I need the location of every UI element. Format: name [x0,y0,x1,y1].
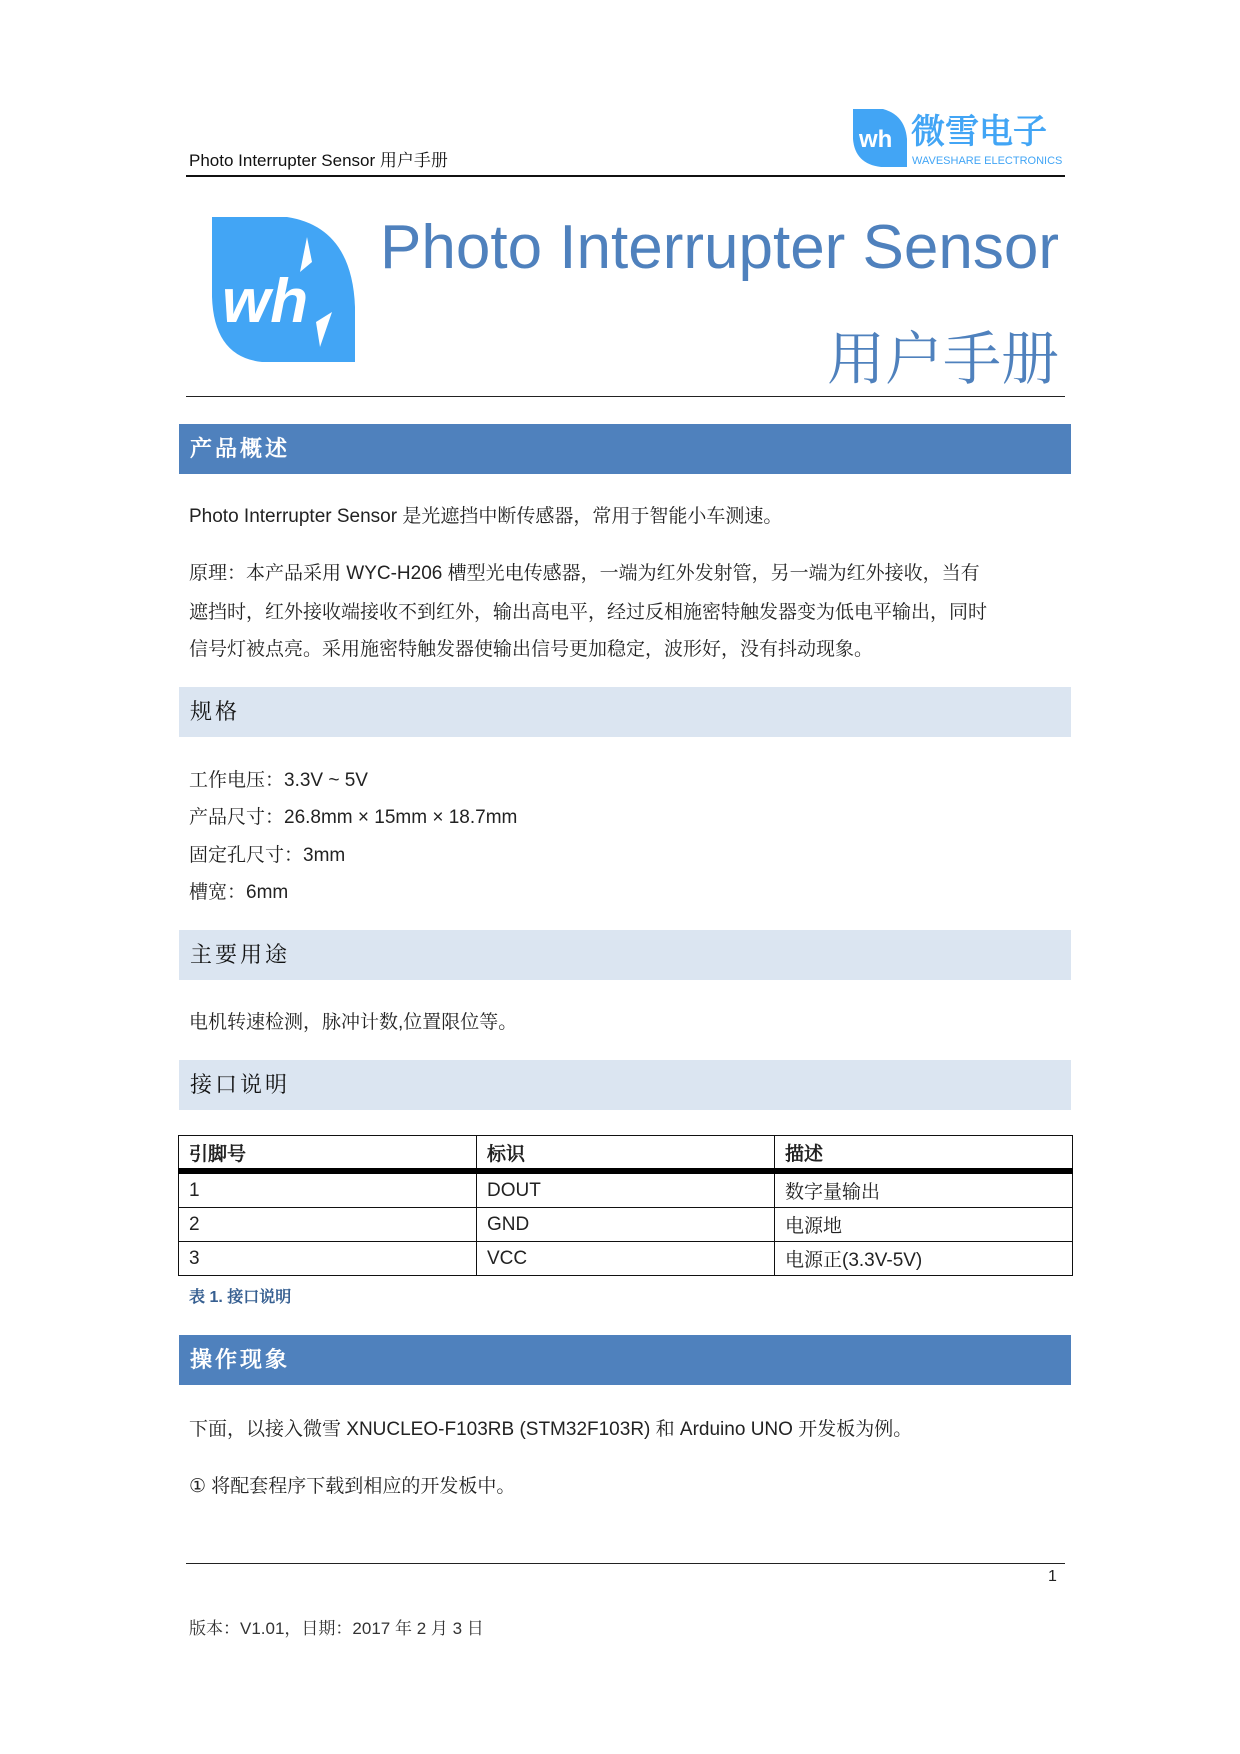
cell: 数字量输出 [775,1171,1073,1208]
svg-text:WAVESHARE ELECTRONICS: WAVESHARE ELECTRONICS [912,155,1063,167]
table-row [179,1171,1073,1208]
cell: 1 [179,1171,477,1208]
cell: 电源正(3.3V-5V) [775,1242,1073,1276]
col-desc: 描述 [775,1136,1073,1172]
section-heading-overview: 产品概述 [179,424,1071,474]
section-heading-specs: 规格 [179,687,1071,737]
usage-text: 电机转速检测，脉冲计数,位置限位等。 [189,1012,518,1033]
big-logo-icon [212,217,355,362]
footer-rule [186,1563,1065,1564]
spec-slot: 槽宽：6mm [189,882,289,903]
cell: 电源地 [775,1208,1073,1242]
header-doc-label: Photo Interrupter Sensor 用户手册 [189,151,448,170]
principle-line-1: 原理：本产品采用 WYC-H206 槽型光电传感器，一端为红外发射管，另一端为红外接收，当有 [189,563,980,584]
version-info: 版本：V1.01，日期：2017 年 2 月 3 日 [189,1619,484,1638]
operation-step-1: ① 将配套程序下载到相应的开发板中。 [189,1476,516,1497]
spec-hole: 固定孔尺寸：3mm [189,845,346,866]
svg-text:微雪电子: 微雪电子 [911,112,1047,152]
page-number: 1 [1048,1568,1057,1585]
document-subtitle: 用户手册 [826,327,1059,392]
waveshare-logo [853,109,1063,167]
cell: DOUT [477,1171,775,1208]
cell: VCC [477,1242,775,1276]
principle-line-3: 信号灯被点亮。采用施密特触发器使输出信号更加稳定，波形好，没有抖动现象。 [189,639,874,660]
interface-table [178,1135,1073,1276]
col-label: 标识 [477,1136,775,1172]
spec-size: 产品尺寸：26.8mm × 15mm × 18.7mm [189,807,518,828]
section-heading-usage: 主要用途 [179,930,1071,980]
overview-text: Photo Interrupter Sensor 是光遮挡中断传感器，常用于智能小车测速。 [189,506,783,527]
operation-intro: 下面，以接入微雪 XNUCLEO-F103RB (STM32F103R) 和 Arduino UNO 开发板为例。 [189,1419,913,1440]
document-title: Photo Interrupter Sensor [380,213,1059,282]
svg-text:wh: wh [859,126,893,153]
col-pin: 引脚号 [179,1136,477,1172]
table-caption: 表 1. 接口说明 [189,1289,292,1306]
cell: 2 [179,1208,477,1242]
spec-voltage: 工作电压：3.3V ~ 5V [189,770,368,791]
section-heading-operation: 操作现象 [179,1335,1071,1385]
table-row [179,1208,1073,1242]
section-heading-interface: 接口说明 [179,1060,1071,1110]
cell: GND [477,1208,775,1242]
svg-text:wh: wh [222,267,309,336]
cell: 3 [179,1242,477,1276]
principle-line-2: 遮挡时，红外接收端接收不到红外，输出高电平，经过反相施密特触发器变为低电平输出，同时 [189,602,988,623]
header-rule [186,175,1065,177]
table-header-row [179,1136,1073,1172]
table-row [179,1242,1073,1276]
title-rule [186,396,1065,397]
